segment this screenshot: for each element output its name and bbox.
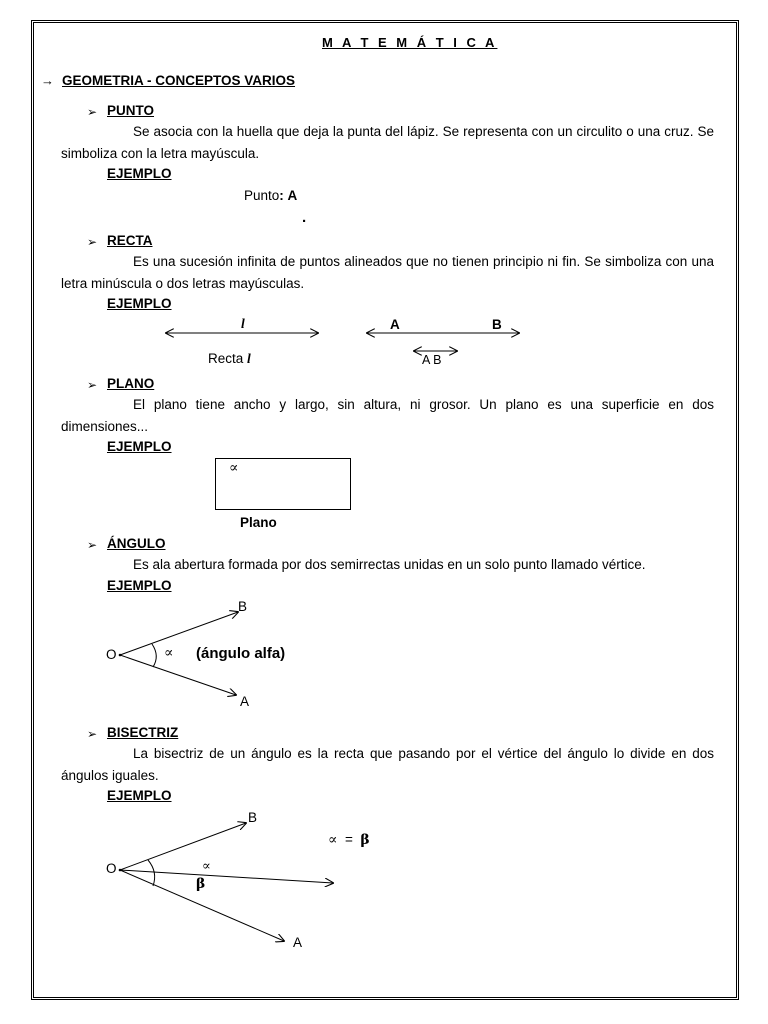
- bisector-ray-b-label: B: [248, 810, 258, 825]
- line-caption-label: Recta: [208, 351, 244, 366]
- bisector-line: [120, 870, 333, 883]
- main-heading: GEOMETRIA - CONCEPTOS VARIOS: [62, 73, 296, 88]
- page-title: M A T E M Á T I C A: [322, 35, 498, 50]
- angle-ray-a-label: A: [240, 694, 250, 709]
- bisector-vertex-label: O: [106, 861, 117, 876]
- segment-label: A B: [422, 353, 442, 367]
- angle-ray-b-label: B: [238, 599, 248, 614]
- bullet-icon: ➢: [87, 105, 98, 119]
- point-label: Punto: [244, 188, 280, 203]
- section-text-angulo-content: Es ala abertura formada por dos semirrectas unidas en un solo punto llamado vértice.: [133, 557, 646, 572]
- line-point-b: B: [492, 317, 502, 332]
- bisector-ray-ob: [120, 823, 246, 870]
- example-label-punto: EJEMPLO: [107, 166, 172, 181]
- line-point-a: A: [390, 317, 400, 332]
- section-text-plano-content: El plano tiene ancho y largo, sin altura, ni grosor. Un plano es una superficie en dos dimensiones...: [61, 397, 714, 434]
- section-text-punto-content: Se asocia con la huella que deja la punta del lápiz. Se representa con un circulito o una cruz. Se simboliza con la letra mayúscula.: [61, 124, 714, 161]
- equation-alpha: ∝: [328, 832, 338, 848]
- angle-name: (ángulo alfa): [196, 645, 286, 662]
- section-heading-plano: PLANO: [107, 376, 155, 391]
- angle-vertex-label: O: [106, 647, 117, 662]
- plane-caption: Plano: [240, 515, 277, 530]
- bisector-ray-a-label: A: [293, 935, 303, 950]
- example-label-plano: EJEMPLO: [107, 439, 172, 454]
- angle-alpha-symbol: ∝: [164, 645, 174, 661]
- line-letter: l: [241, 316, 245, 331]
- example-label-bisectriz: EJEMPLO: [107, 788, 172, 803]
- bisector-ray-oa: [120, 870, 284, 941]
- angle-arc: [152, 644, 156, 667]
- bullet-icon: ➢: [87, 538, 98, 552]
- bisector-alpha-symbol: ∝: [202, 859, 211, 874]
- section-text-bisectriz-content: La bisectriz de un ángulo es la recta que pasando por el vértice del ángulo lo divide en dos ángulos iguales.: [61, 746, 714, 783]
- section-text-recta-content: Es una sucesión infinita de puntos alineados que no tienen principio ni fin. Se simboliza con una letra minúscula o dos letras mayúsculas.: [61, 254, 714, 291]
- section-heading-angulo: ÁNGULO: [107, 536, 166, 551]
- angle-vertex-dot: [119, 654, 122, 657]
- point-colon: :: [279, 188, 284, 203]
- bisector-beta-symbol: β: [196, 876, 206, 892]
- angle-ray-ob: [120, 612, 238, 655]
- equation-beta: β: [360, 832, 370, 848]
- plane-alpha-symbol: ∝: [229, 460, 239, 476]
- bullet-icon: ➢: [87, 727, 98, 741]
- bullet-icon: ➢: [87, 378, 98, 392]
- section-heading-bisectriz: BISECTRIZ: [107, 725, 179, 740]
- example-label-angulo: EJEMPLO: [107, 578, 172, 593]
- line-caption-letter: l: [247, 351, 251, 366]
- section-heading-punto: PUNTO: [107, 103, 155, 118]
- equation-equals: =: [345, 832, 353, 847]
- arrow-right-icon: →: [41, 73, 54, 88]
- bullet-icon: ➢: [87, 235, 98, 249]
- point-dot: .: [302, 209, 307, 226]
- angle-ray-oa: [120, 655, 236, 695]
- section-heading-recta: RECTA: [107, 233, 153, 248]
- example-label-recta: EJEMPLO: [107, 296, 172, 311]
- point-name: A: [287, 188, 298, 203]
- bisector-vertex-dot: [119, 869, 122, 872]
